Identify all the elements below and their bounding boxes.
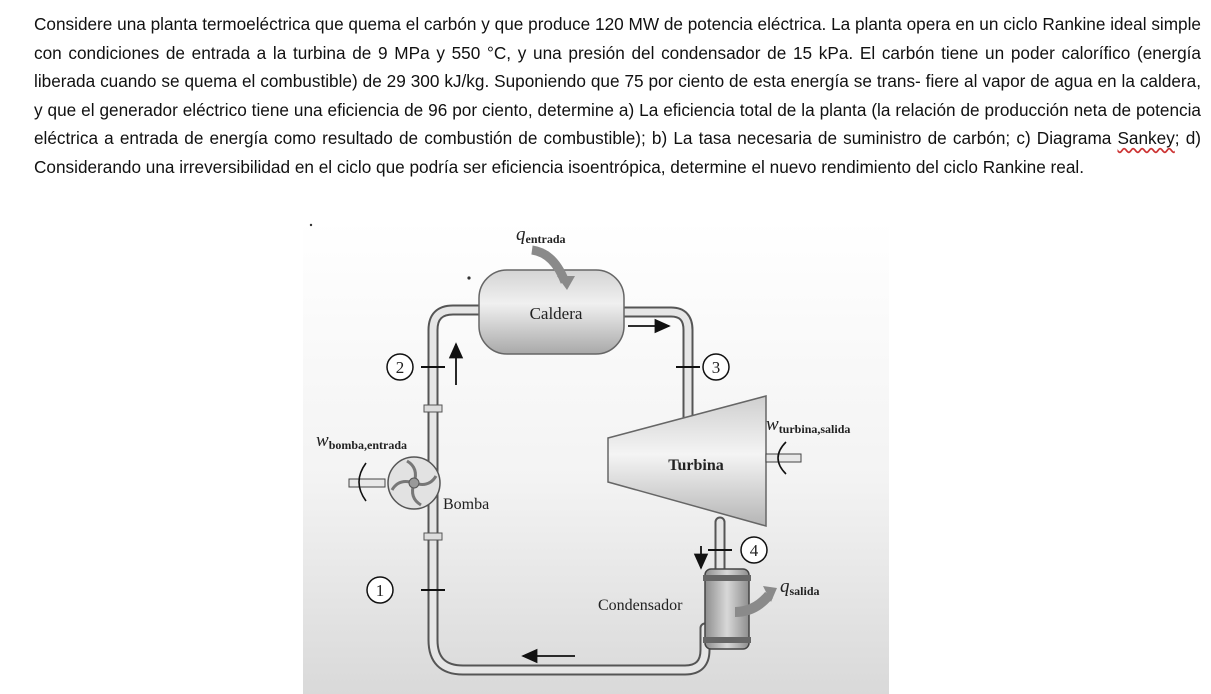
state-1-label: 1 — [375, 581, 385, 600]
sankey-word: Sankey — [1117, 128, 1175, 149]
pump-label: Bomba — [443, 496, 490, 513]
rankine-cycle-diagram — [303, 220, 889, 694]
problem-text-part-2: ; d) Considerando una irreversibilidad en el ciclo que podría ser eficiencia isoentrópica, determine el nuevo rendimiento del ciclo Rankine real. — [34, 128, 1201, 177]
rankine-diagram-svg — [303, 220, 889, 694]
w-pump-subscript: bomba,entrada — [328, 438, 408, 452]
turbine-shaft — [766, 454, 801, 462]
condenser-label: Condensador — [598, 597, 683, 614]
state-3-label: 3 — [711, 358, 721, 377]
state-4 — [741, 537, 767, 563]
w-turbine-symbol: w — [766, 414, 779, 435]
pump-shaft — [349, 479, 385, 487]
q-in-subscript: entrada — [525, 232, 566, 246]
state-4-label: 4 — [749, 541, 759, 560]
q-out-symbol: q — [780, 576, 790, 597]
scan-speck — [310, 224, 312, 226]
scan-speck — [467, 276, 470, 279]
state-1 — [367, 577, 393, 603]
problem-statement — [34, 10, 1201, 182]
q-out-subscript: salida — [789, 584, 820, 598]
state-3 — [703, 354, 729, 380]
w-turbine-subscript: turbina,salida — [778, 422, 851, 436]
boiler-label: Caldera — [529, 304, 583, 323]
turbine-label: Turbina — [668, 457, 724, 474]
w-pump-symbol: w — [316, 430, 329, 451]
state-2-label: 2 — [395, 358, 405, 377]
boiler — [479, 270, 624, 354]
state-2 — [387, 354, 413, 380]
problem-text-part-1: Considere una planta termoeléctrica que quema el carbón y que produce 120 MW de potencia eléctrica. La planta opera en un ciclo Rankine ideal simple con condiciones de entrada a la turbina de 9 MPa y 550 °C, y una presión del condensador de 15 kPa. El carbón tiene un poder calorífico (energía liberada cuando se quema el combustible) de 29 300 kJ/kg. Suponiendo que 75 por ciento de esta energía se trans- fiere al vapor de agua en la caldera, y que el generador eléctrico tiene una eficiencia de 96 por ciento, determine a) La eficiencia total de la planta (la relación de producción neta de potencia eléctrica a entrada de energía como resultado de combustión de combustible); b) La tasa necesaria de suministro de carbón; c) Diagrama — [34, 14, 1201, 149]
q-in-symbol: q — [516, 224, 526, 245]
